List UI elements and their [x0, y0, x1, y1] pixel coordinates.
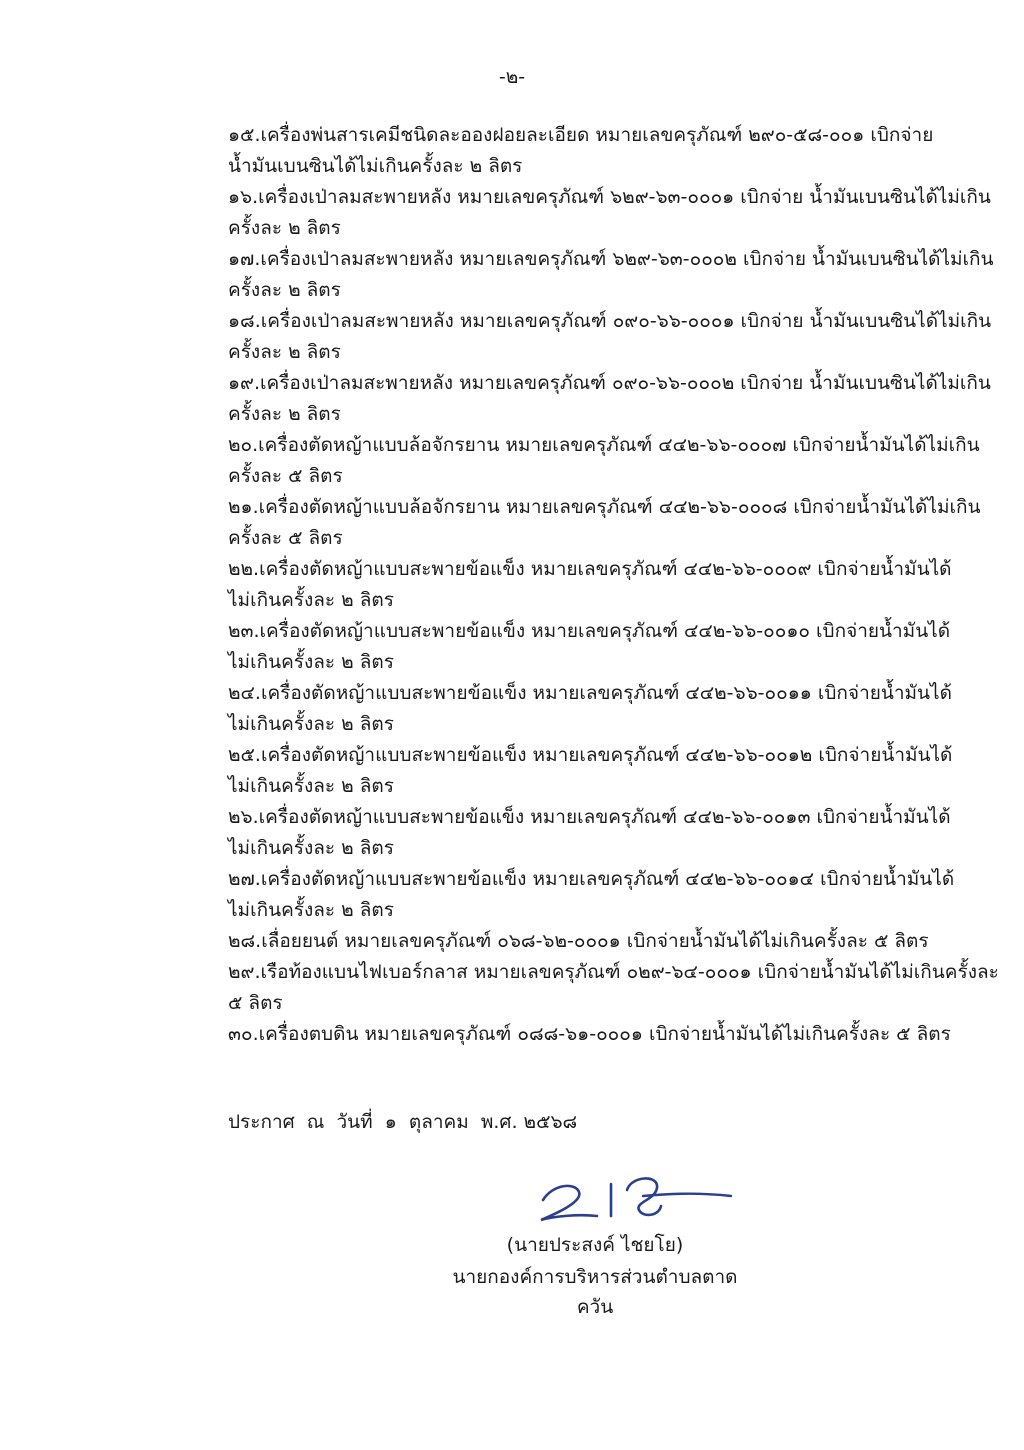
list-item-line: ๒๘.เลื่อยยนต์ หมายเลขครุภัณฑ์ ๐๖๘-๖๒-๐๐๐๑ เบิกจ่ายน้ำมันได้ไม่เกินครั้งละ ๕ ลิตร — [228, 930, 929, 952]
list-item-line: ครั้งละ ๕ ลิตร — [228, 527, 343, 549]
list-item — [228, 1019, 951, 1050]
list-item-line: ๕ ลิตร — [228, 992, 283, 1014]
list-item-line: ไม่เกินครั้งละ ๒ ลิตร — [228, 651, 394, 673]
list-item-line: ๒๔.เครื่องตัดหญ้าแบบสะพายข้อแข็ง หมายเลขครุภัณฑ์ ๔๔๒-๖๖-๐๐๑๑ เบิกจ่ายน้ำมันได้ — [228, 682, 952, 704]
announcement-date: ประกาศ ณ วันที่ ๑ ตุลาคม พ.ศ. ๒๕๖๘ — [228, 1111, 578, 1133]
list-item — [228, 740, 953, 802]
list-item-line: ไม่เกินครั้งละ ๒ ลิตร — [228, 713, 394, 735]
list-item — [228, 802, 951, 864]
page-number: -๒- — [498, 66, 526, 88]
list-item — [228, 182, 991, 244]
list-item — [228, 616, 951, 678]
list-item-line: ครั้งละ ๒ ลิตร — [228, 403, 341, 425]
list-item-line: ๑๙.เครื่องเป่าลมสะพายหลัง หมายเลขครุภัณฑ์ ๐๙๐-๖๖-๐๐๐๒ เบิกจ่าย น้ำมันเบนซินได้ไม่เกิน — [228, 372, 991, 394]
list-item-line: ไม่เกินครั้งละ ๒ ลิตร — [228, 837, 394, 859]
list-item — [228, 678, 952, 740]
list-item-line: ๒๓.เครื่องตัดหญ้าแบบสะพายข้อแข็ง หมายเลขครุภัณฑ์ ๔๔๒-๖๖-๐๐๑๐ เบิกจ่ายน้ำมันได้ — [228, 620, 951, 642]
list-item-line: ๒๕.เครื่องตัดหญ้าแบบสะพายข้อแข็ง หมายเลขครุภัณฑ์ ๔๔๒-๖๖-๐๐๑๒ เบิกจ่ายน้ำมันได้ — [228, 744, 953, 766]
list-item-line: ๑๕.เครื่องพ่นสารเคมีชนิดละอองฝอยละเอียด หมายเลขครุภัณฑ์ ๒๙๐-๕๘-๐๐๑ เบิกจ่าย — [228, 124, 934, 146]
list-item-line: ๑๗.เครื่องเป่าลมสะพายหลัง หมายเลขครุภัณฑ์ ๖๒๙-๖๓-๐๐๐๒ เบิกจ่าย น้ำมันเบนซินได้ไม่เกิน — [228, 248, 994, 270]
list-item-line: ๒๙.เรือท้องแบนไฟเบอร์กลาส หมายเลขครุภัณฑ์ ๐๒๙-๖๔-๐๐๐๑ เบิกจ่ายน้ำมันได้ไม่เกินครั้งละ — [228, 961, 999, 983]
list-item — [228, 430, 980, 492]
signature-image — [535, 1170, 735, 1226]
list-item-line: ครั้งละ ๒ ลิตร — [228, 217, 341, 239]
list-item — [228, 368, 991, 430]
list-item-line: ๒๐.เครื่องตัดหญ้าแบบล้อจักรยาน หมายเลขครุภัณฑ์ ๔๔๒-๖๖-๐๐๐๗ เบิกจ่ายน้ำมันได้ไม่เกิน — [228, 434, 980, 456]
list-item — [228, 244, 994, 306]
list-item-line: ไม่เกินครั้งละ ๒ ลิตร — [228, 775, 394, 797]
list-item-line: ๓๐.เครื่องตบดิน หมายเลขครุภัณฑ์ ๐๘๘-๖๑-๐๐๐๑ เบิกจ่ายน้ำมันได้ไม่เกินครั้งละ ๕ ลิตร — [228, 1023, 951, 1045]
list-item-line: ไม่เกินครั้งละ ๒ ลิตร — [228, 589, 394, 611]
list-item-line: ๑๘.เครื่องเป่าลมสะพายหลัง หมายเลขครุภัณฑ์ ๐๙๐-๖๖-๐๐๐๑ เบิกจ่าย น้ำมันเบนซินได้ไม่เกิน — [228, 310, 992, 332]
list-item — [228, 957, 999, 1019]
list-item-line: ๑๖.เครื่องเป่าลมสะพายหลัง หมายเลขครุภัณฑ์ ๖๒๙-๖๓-๐๐๐๑ เบิกจ่าย น้ำมันเบนซินได้ไม่เกิน — [228, 186, 991, 208]
list-item-line: ครั้งละ ๕ ลิตร — [228, 465, 343, 487]
list-item-line: ไม่เกินครั้งละ ๒ ลิตร — [228, 899, 394, 921]
list-item-line: น้ำมันเบนซินได้ไม่เกินครั้งละ ๒ ลิตร — [228, 155, 523, 177]
equipment-list — [228, 120, 999, 1050]
list-item-line: ๒๖.เครื่องตัดหญ้าแบบสะพายข้อแข็ง หมายเลขครุภัณฑ์ ๔๔๒-๖๖-๐๐๑๓ เบิกจ่ายน้ำมันได้ — [228, 806, 951, 828]
list-item-line: ๒๗.เครื่องตัดหญ้าแบบสะพายข้อแข็ง หมายเลขครุภัณฑ์ ๔๔๒-๖๖-๐๐๑๔ เบิกจ่ายน้ำมันได้ — [228, 868, 955, 890]
list-item — [228, 306, 992, 368]
list-item-line: ครั้งละ ๒ ลิตร — [228, 341, 341, 363]
signer-title: นายกองค์การบริหารส่วนตำบลตาดควัน — [452, 1266, 738, 1318]
list-item-line: ๒๑.เครื่องตัดหญ้าแบบล้อจักรยาน หมายเลขครุภัณฑ์ ๔๔๒-๖๖-๐๐๐๘ เบิกจ่ายน้ำมันได้ไม่เกิน — [228, 496, 981, 518]
list-item — [228, 120, 948, 182]
list-item-line: ๒๒.เครื่องตัดหญ้าแบบสะพายข้อแข็ง หมายเลขครุภัณฑ์ ๔๔๒-๖๖-๐๐๐๙ เบิกจ่ายน้ำมันได้ — [228, 558, 952, 580]
list-item — [228, 492, 981, 554]
list-item-line: ครั้งละ ๒ ลิตร — [228, 279, 341, 301]
list-item — [228, 864, 955, 926]
list-item — [228, 554, 952, 616]
signer-name: (นายประสงค์ ไชยโย) — [506, 1234, 684, 1256]
list-item — [228, 926, 948, 957]
